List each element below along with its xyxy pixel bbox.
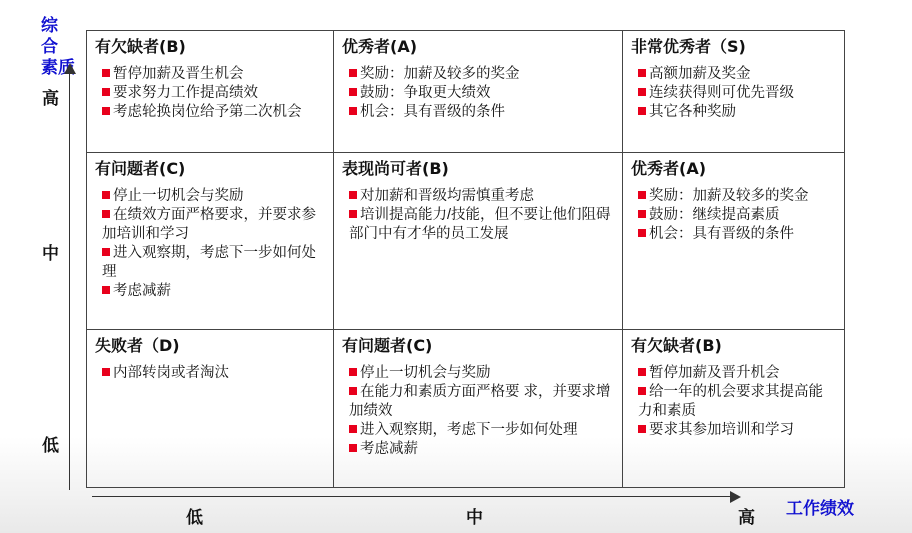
cell-item-text: 考虑减薪: [113, 283, 171, 299]
bullet-icon: [638, 88, 646, 96]
cell-item-text: 鼓励：继续提高素质: [649, 207, 780, 223]
bullet-icon: [349, 444, 357, 452]
cell-item: [102, 65, 325, 84]
cell-item-text: 奖励：加薪及较多的奖金: [360, 66, 520, 82]
bullet-icon: [102, 191, 110, 199]
x-axis-arrow: [730, 491, 741, 503]
y-tick-mid: 中: [42, 244, 59, 264]
x-tick-low: 低: [186, 508, 203, 528]
matrix-cell: [623, 31, 844, 153]
matrix-cell: [623, 153, 844, 330]
cell-title: 有欠缺者(B): [631, 336, 722, 355]
matrix-cell: [334, 330, 623, 487]
matrix-cell: [334, 31, 623, 153]
cell-title: 非常优秀者（S): [631, 37, 746, 56]
cell-item-list: [631, 65, 836, 122]
y-axis-title-line2: 素质: [41, 58, 75, 78]
cell-title: 有问题者(C): [342, 336, 433, 355]
bullet-icon: [102, 88, 110, 96]
bullet-icon: [638, 368, 646, 376]
cell-item: [638, 84, 836, 103]
cell-item: [102, 244, 325, 282]
cell-item: [102, 103, 325, 122]
cell-item-text: 暂停加薪及晋生机会: [113, 66, 244, 82]
cell-item: [349, 84, 614, 103]
cell-item-text: 要求其参加培训和学习: [649, 422, 794, 438]
cell-item: [638, 187, 836, 206]
cell-item: [349, 421, 614, 440]
cell-title: 失败者（D): [95, 336, 180, 355]
bullet-icon: [638, 229, 646, 237]
cell-item-text: 考虑轮换岗位给予第二次机会: [113, 104, 302, 120]
cell-item-text: 其它各种奖励: [649, 104, 736, 120]
cell-item: [102, 206, 325, 244]
cell-title: 优秀者(A): [631, 159, 707, 178]
cell-item: [638, 364, 836, 383]
bullet-icon: [349, 387, 357, 395]
cell-item-list: [342, 364, 614, 459]
cell-item-text: 暂停加薪及晋升机会: [649, 365, 780, 381]
cell-item-text: 对加薪和晋级均需慎重考虑: [360, 188, 534, 204]
cell-item-text: 在绩效方面严格要求，并要求参加培训和学习: [102, 207, 316, 242]
bullet-icon: [102, 248, 110, 256]
cell-item-text: 停止一切机会与奖励: [360, 365, 491, 381]
cell-item: [638, 206, 836, 225]
cell-item-text: 进入观察期，考虑下一步如何处理: [360, 422, 578, 438]
cell-item: [349, 187, 614, 206]
bullet-icon: [638, 107, 646, 115]
cell-item: [349, 364, 614, 383]
cell-title: 表现尚可者(B): [342, 159, 449, 178]
cell-item-text: 连续获得则可优先晋级: [649, 85, 794, 101]
bullet-icon: [638, 210, 646, 218]
bullet-icon: [349, 210, 357, 218]
cell-item-text: 进入观察期，考虑下一步如何处理: [102, 245, 316, 280]
matrix-cell: [87, 330, 334, 487]
cell-item-list: [95, 364, 325, 383]
bullet-icon: [349, 368, 357, 376]
x-axis-line: [92, 496, 732, 497]
cell-item-list: [95, 65, 325, 122]
cell-item-list: [95, 187, 325, 301]
cell-item-text: 鼓励：争取更大绩效: [360, 85, 491, 101]
cell-item-text: 机会：具有晋级的条件: [360, 104, 505, 120]
cell-item-list: [342, 65, 614, 122]
x-tick-high: 高: [738, 508, 755, 528]
cell-item: [102, 84, 325, 103]
y-axis-title-line1: 综合: [41, 16, 72, 57]
cell-item-text: 考虑减薪: [360, 441, 418, 457]
cell-item: [349, 383, 614, 421]
bullet-icon: [638, 387, 646, 395]
x-axis-title: 工作绩效: [786, 499, 854, 519]
cell-item: [638, 383, 836, 421]
matrix-cell: [623, 330, 844, 487]
bullet-icon: [102, 210, 110, 218]
cell-item: [349, 103, 614, 122]
y-tick-high: 高: [42, 89, 59, 109]
cell-item-text: 高额加薪及奖金: [649, 66, 751, 82]
cell-item-text: 在能力和素质方面严格要 求，并要求增加绩效: [349, 384, 611, 419]
bullet-icon: [102, 107, 110, 115]
cell-title: 有问题者(C): [95, 159, 186, 178]
bullet-icon: [638, 69, 646, 77]
cell-item: [349, 65, 614, 84]
bullet-icon: [349, 69, 357, 77]
y-tick-low: 低: [42, 436, 59, 456]
cell-item: [349, 206, 614, 244]
cell-item-text: 培训提高能力/技能，但不要让他们阻碍部门中有才华的员工发展: [349, 207, 611, 242]
cell-item-text: 奖励：加薪及较多的奖金: [649, 188, 809, 204]
bullet-icon: [349, 191, 357, 199]
cell-item-text: 要求努力工作提高绩效: [113, 85, 258, 101]
cell-item: [638, 103, 836, 122]
cell-item-list: [631, 187, 836, 244]
matrix-cell: [334, 153, 623, 330]
cell-title: 优秀者(A): [342, 37, 418, 56]
cell-item-text: 停止一切机会与奖励: [113, 188, 244, 204]
performance-matrix: [86, 30, 845, 488]
cell-item: [102, 364, 325, 383]
x-tick-mid: 中: [466, 508, 483, 528]
cell-item-text: 内部转岗或者淘汰: [113, 365, 229, 381]
cell-item-list: [342, 187, 614, 244]
cell-item: [638, 225, 836, 244]
cell-item: [638, 65, 836, 84]
y-axis-line: [69, 72, 70, 490]
matrix-cell: [87, 31, 334, 153]
bullet-icon: [102, 286, 110, 294]
bullet-icon: [638, 191, 646, 199]
y-axis-arrow: [64, 63, 76, 74]
bullet-icon: [349, 425, 357, 433]
matrix-cell: [87, 153, 334, 330]
bullet-icon: [102, 69, 110, 77]
cell-item-text: 机会：具有晋级的条件: [649, 226, 794, 242]
bullet-icon: [102, 368, 110, 376]
cell-item-text: 给一年的机会要求其提高能力和素质: [638, 384, 823, 419]
cell-item-list: [631, 364, 836, 440]
cell-item: [102, 187, 325, 206]
bullet-icon: [638, 425, 646, 433]
cell-item: [638, 421, 836, 440]
cell-item: [102, 282, 325, 301]
cell-item: [349, 440, 614, 459]
bullet-icon: [349, 107, 357, 115]
bullet-icon: [349, 88, 357, 96]
cell-title: 有欠缺者(B): [95, 37, 186, 56]
